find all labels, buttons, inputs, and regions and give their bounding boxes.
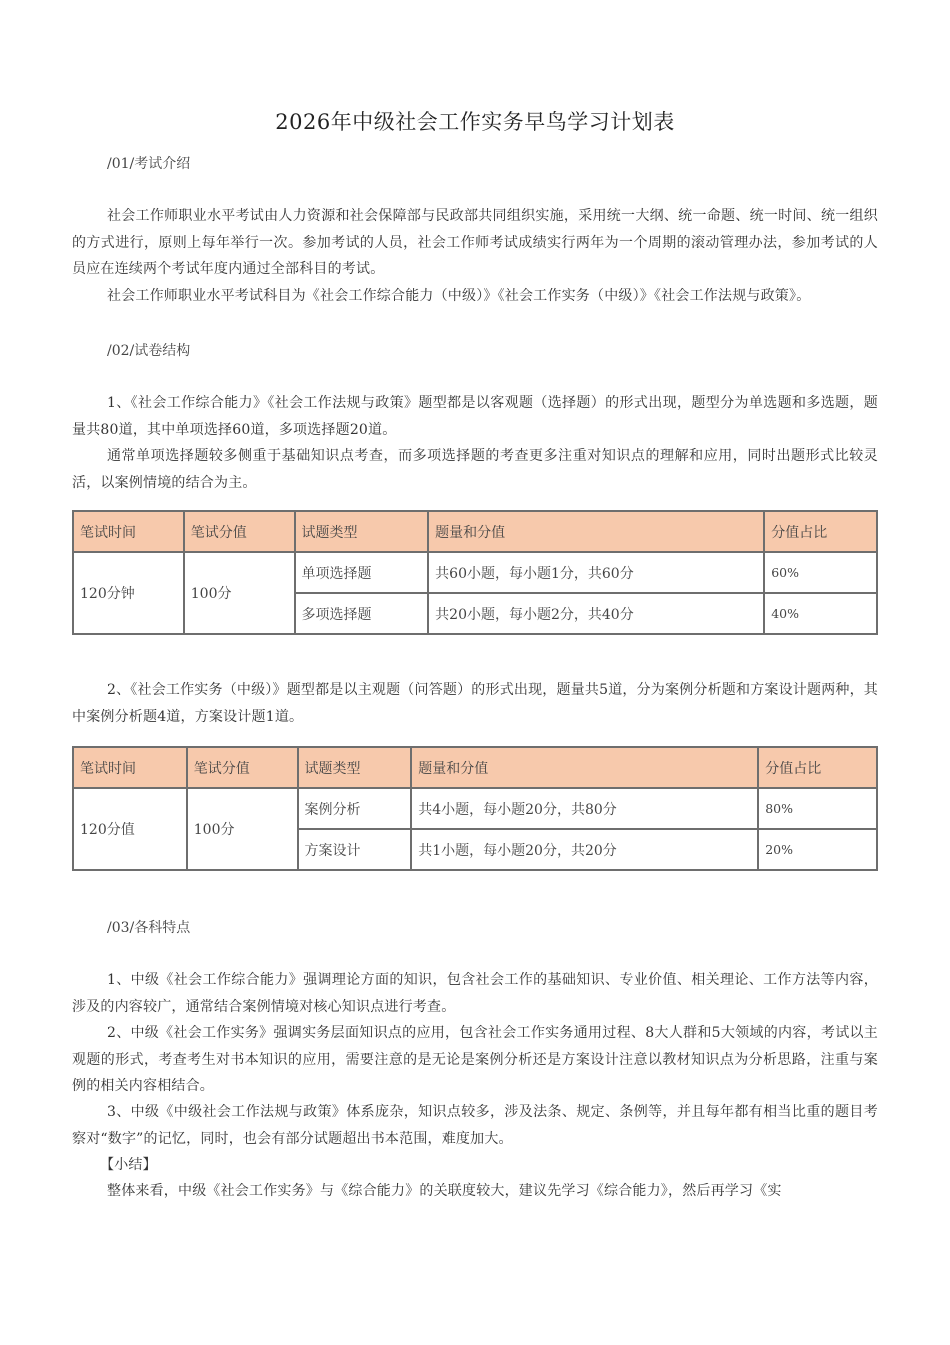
cell-score-ratio: 40% [764,593,877,634]
summary-heading: 【小结】 [100,1157,157,1173]
paragraph-features-1: 1、中级《社会工作综合能力》强调理论方面的知识，包含社会工作的基础知识、专业价值、相关理论、工作方法等内容，涉及的内容较广，通常结合案例情境对核心知识点进行考查。 [72,972,878,1015]
paragraph-structure-2: 通常单项选择题较多侧重于基础知识点考查，而多项选择题的考查更多注重对知识点的理解和应用，同时出题形式比较灵活，以案例情境的结合为主。 [72,448,878,491]
cell-exam-score: 100分 [184,552,295,634]
header-exam-time: 笔试时间 [73,747,187,788]
cell-question-type: 方案设计 [298,829,412,870]
section-heading-subject-features: /03/各科特点 [107,920,191,936]
header-score-ratio: 分值占比 [758,747,877,788]
paragraph-summary: 整体来看，中级《社会工作实务》与《综合能力》的关联度较大，建议先学习《综合能力》，然后再学习《实 [107,1183,782,1199]
cell-exam-time: 120分值 [73,788,187,870]
paragraph-structure-3: 2、《社会工作实务（中级）》题型都是以主观题（问答题）的形式出现，题量共5道，分为案例分析题和方案设计题两种，其中案例分析题4道，方案设计题1道。 [72,682,879,725]
cell-score-ratio: 20% [758,829,877,870]
exam-structure-table-subjective [72,746,878,871]
header-score-ratio: 分值占比 [764,511,877,552]
table-row [73,788,877,829]
paragraph-features-2: 2、中级《社会工作实务》强调实务层面知识点的应用，包含社会工作实务通用过程、8大人群和5大领域的内容，考试以主观题的形式，考查考生对书本知识的应用，需要注意的是无论是案例分析还是方案设计注意以教材知识点为分析思路，注重与案例的相关内容相结合。 [72,1025,878,1094]
paragraph-exam-intro-2: 社会工作师职业水平考试科目为《社会工作综合能力（中级）》《社会工作实务（中级）》《社会工作法规与政策》。 [107,288,811,304]
cell-count-and-score: 共4小题，每小题20分，共80分 [411,788,758,829]
cell-count-and-score: 共60小题，每小题1分，共60分 [428,552,764,593]
cell-score-ratio: 60% [764,552,877,593]
cell-score-ratio: 80% [758,788,877,829]
section-heading-exam-intro: /01/考试介绍 [107,156,191,172]
document-title: 2026年中级社会工作实务早鸟学习计划表 [275,110,675,134]
paragraph-structure-1: 1、《社会工作综合能力》《社会工作法规与政策》题型都是以客观题（选择题）的形式出现，题型分为单选题和多选题，题量共80道，其中单项选择60道，多项选择题20道。 [72,395,878,438]
header-exam-score: 笔试分值 [187,747,298,788]
table-header-row [73,747,877,788]
cell-question-type: 多项选择题 [295,593,429,634]
cell-exam-score: 100分 [187,788,298,870]
cell-question-type: 单项选择题 [295,552,429,593]
exam-structure-table-objective [72,510,878,635]
header-count-and-score: 题量和分值 [411,747,758,788]
header-question-type: 试题类型 [295,511,429,552]
section-heading-paper-structure: /02/试卷结构 [107,343,191,359]
cell-count-and-score: 共1小题，每小题20分，共20分 [411,829,758,870]
header-exam-time: 笔试时间 [73,511,184,552]
paragraph-features-3: 3、中级《中级社会工作法规与政策》体系庞杂，知识点较多，涉及法条、规定、条例等，并且每年都有相当比重的题目考察对“数字”的记忆，同时，也会有部分试题超出书本范围，难度加大。 [72,1104,878,1147]
cell-exam-time: 120分钟 [73,552,184,634]
header-exam-score: 笔试分值 [184,511,295,552]
header-count-and-score: 题量和分值 [428,511,764,552]
table-header-row [73,511,877,552]
header-question-type: 试题类型 [298,747,412,788]
paragraph-exam-intro-1: 社会工作师职业水平考试由人力资源和社会保障部与民政部共同组织实施，采用统一大纲、统一命题、统一时间、统一组织的方式进行，原则上每年举行一次。参加考试的人员，社会工作师考试成绩实行两年为一个周期的滚动管理办法，参加考试的人员应在连续两个考试年度内通过全部科目的考试。 [72,208,878,277]
table-row [73,552,877,593]
cell-count-and-score: 共20小题，每小题2分，共40分 [428,593,764,634]
cell-question-type: 案例分析 [298,788,412,829]
